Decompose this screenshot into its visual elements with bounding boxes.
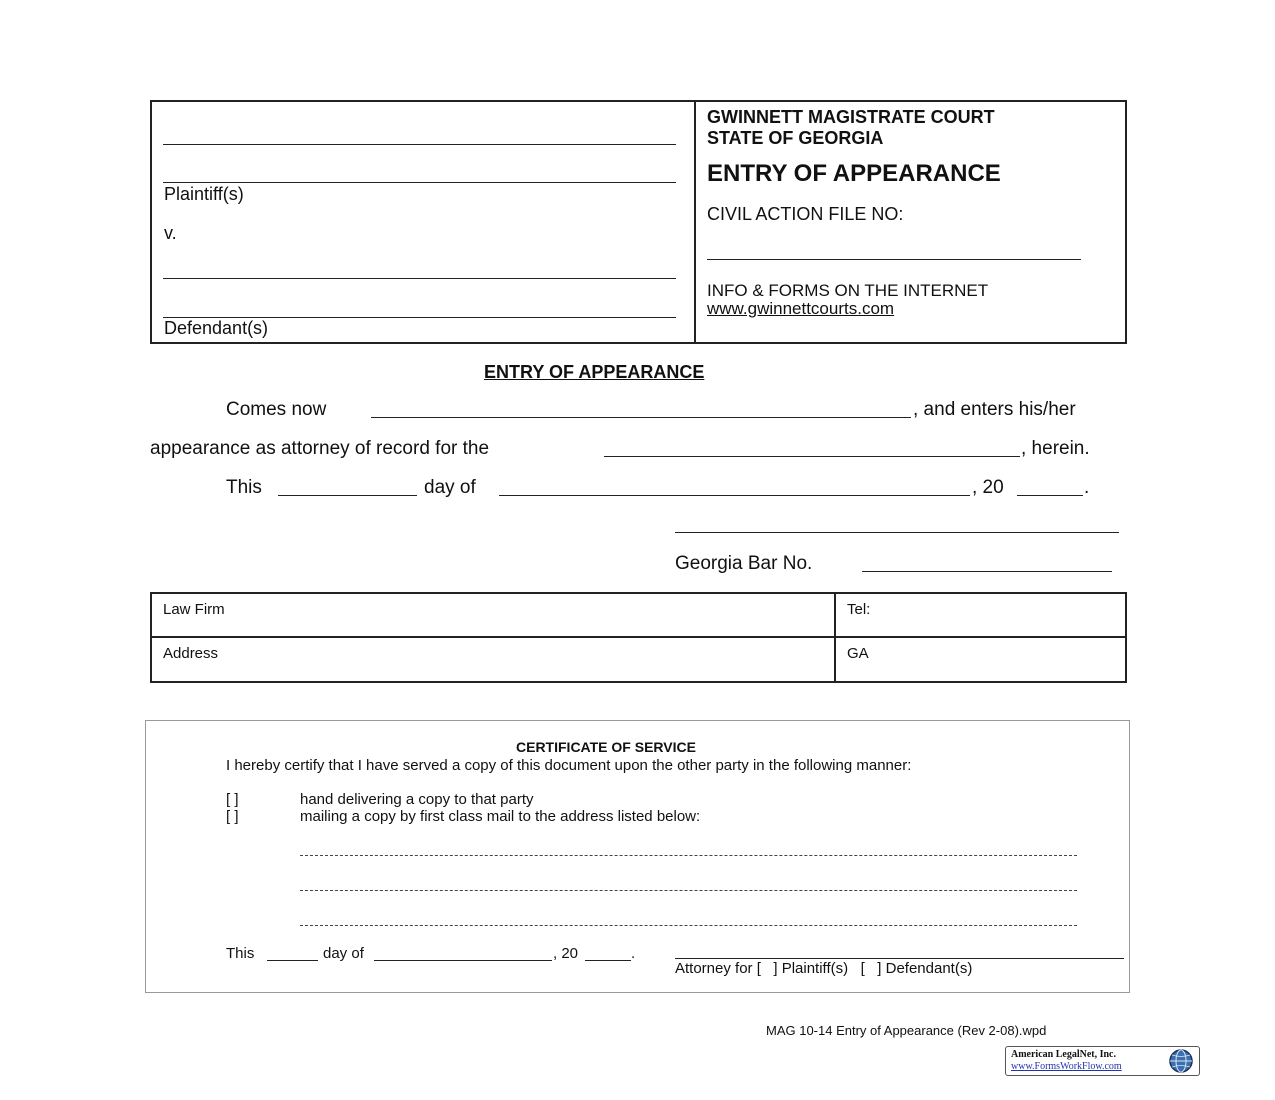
info-label: INFO & FORMS ON THE INTERNET <box>707 281 989 300</box>
law-firm-label: Law Firm <box>163 601 225 618</box>
form-id: MAG 10-14 Entry of Appearance (Rev 2-08).wpd <box>766 1023 1047 1038</box>
attorney-for-text: Attorney for [ ] Plaintiff(s) [ ] Defendant(s) <box>675 960 973 977</box>
party-line[interactable] <box>604 456 1020 457</box>
logo-name: American LegalNet, Inc. <box>1011 1049 1116 1060</box>
caption-divider <box>694 100 696 342</box>
defendant-label: Defendant(s) <box>164 318 269 338</box>
file-no-label: CIVIL ACTION FILE NO: <box>707 204 904 224</box>
hand-delivery-checkbox[interactable]: [ ] <box>226 791 239 808</box>
plaintiff-label: Plaintiff(s) <box>164 184 244 204</box>
cert-signature-line[interactable] <box>675 958 1124 959</box>
attorney-name-line[interactable] <box>371 417 911 418</box>
cert-year-line[interactable] <box>585 960 631 961</box>
signature-line[interactable] <box>675 532 1119 533</box>
day-of-text: day of <box>424 477 476 498</box>
cert-day-of-text: day of <box>323 945 364 962</box>
comes-now-text: Comes now <box>226 399 327 420</box>
cert-period-text: . <box>631 945 636 962</box>
logo-url[interactable]: www.FormsWorkFlow.com <box>1011 1061 1122 1072</box>
address-line-2[interactable] <box>300 890 1077 891</box>
court-line-1: GWINNETT MAGISTRATE COURT <box>707 107 995 127</box>
cert-month-line[interactable] <box>374 960 552 961</box>
firm-table-row-separator <box>150 636 1125 638</box>
form-title: ENTRY OF APPEARANCE <box>707 160 1001 187</box>
day-line[interactable] <box>278 495 417 496</box>
plaintiff-line-1[interactable] <box>163 144 676 145</box>
certificate-title: CERTIFICATE OF SERVICE <box>516 739 696 755</box>
cert-day-line[interactable] <box>267 960 318 961</box>
versus-label: v. <box>164 223 177 243</box>
herein-text: , herein. <box>1021 438 1090 459</box>
address-line-1[interactable] <box>300 855 1077 856</box>
american-legalnet-logo[interactable] <box>1005 1046 1200 1076</box>
tel-label: Tel: <box>847 601 871 618</box>
website-link[interactable]: www.gwinnettcourts.com <box>707 299 895 318</box>
firm-table-column-separator <box>834 592 836 681</box>
cert-year-prefix-text: , 20 <box>553 945 579 962</box>
court-name <box>707 107 995 149</box>
month-line[interactable] <box>499 495 970 496</box>
certificate-intro: I hereby certify that I have served a copy of this document upon the other party in the following manner: <box>226 757 912 774</box>
defendant-line-1[interactable] <box>163 278 676 279</box>
year-line[interactable] <box>1017 495 1083 496</box>
enters-text: , and enters his/her <box>913 399 1076 420</box>
bar-label: Georgia Bar No. <box>675 553 813 574</box>
mail-checkbox[interactable]: [ ] <box>226 808 239 825</box>
year-prefix-text: , 20 <box>972 477 1004 498</box>
court-line-2: STATE OF GEORGIA <box>707 128 884 148</box>
this-text: This <box>226 477 262 498</box>
file-no-line[interactable] <box>707 259 1081 260</box>
address-label: Address <box>163 645 219 662</box>
appearance-heading: ENTRY OF APPEARANCE <box>484 362 705 382</box>
plaintiff-line-2[interactable] <box>163 182 676 183</box>
hand-delivery-label: hand delivering a copy to that party <box>300 791 534 808</box>
period-text: . <box>1084 477 1090 498</box>
appearance-text: appearance as attorney of record for the <box>150 438 490 459</box>
mail-label: mailing a copy by first class mail to the address listed below: <box>300 808 701 825</box>
cert-this-text: This <box>226 945 255 962</box>
address-line-3[interactable] <box>300 925 1077 926</box>
bar-number-line[interactable] <box>862 571 1112 572</box>
state-label: GA <box>847 645 869 662</box>
globe-icon <box>1168 1048 1194 1074</box>
